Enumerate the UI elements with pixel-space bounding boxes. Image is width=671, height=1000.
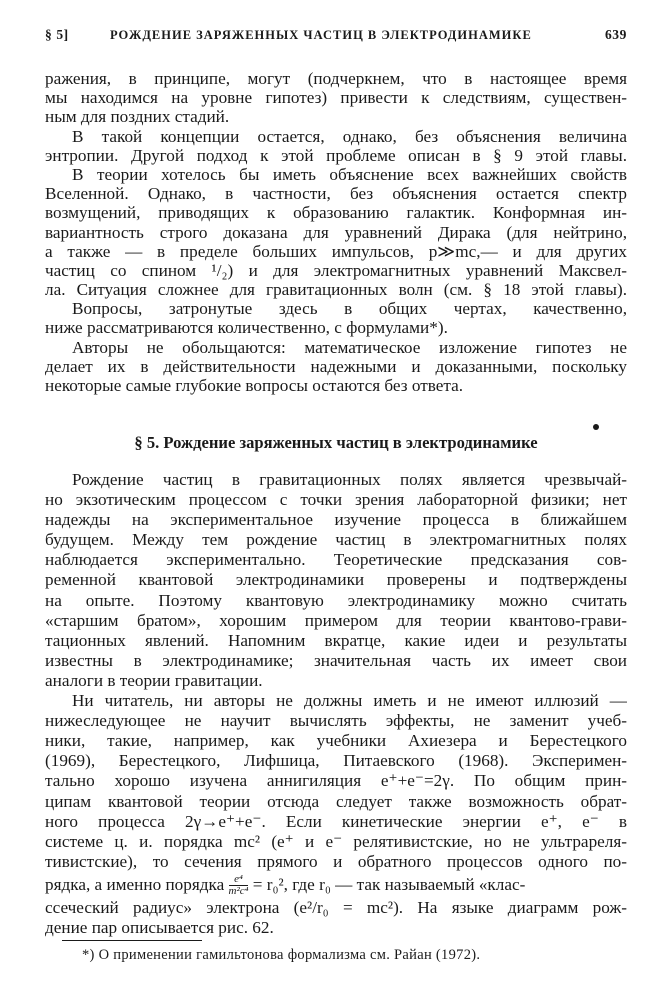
header-section-ref: § 5]	[45, 27, 69, 42]
text-line: делает их в действительности надежными и доказанными, поскольку	[45, 356, 627, 376]
text-line: известны в электродинамике; значительная часть их имеет свои	[45, 650, 627, 670]
text-line: ла. Ситуация сложнее для гравитационных волн (см. § 18 этой главы).	[45, 280, 627, 300]
text-line: частиц со спином ¹/₂) и для электромагнитных уравнений Максвел-	[45, 260, 627, 280]
text-line: дение пар описывается рис. 62.	[45, 917, 274, 937]
text-line: В такой концепции остается, однако, без объяснения величина	[72, 126, 627, 146]
text-line: тационных явлений. Напомним вкратце, какие идеи и результаты	[45, 630, 627, 650]
footnote: *) О применении гамильтонова формализма см. Райан (1972).	[82, 947, 481, 963]
formula-text-after: = r₀², где r₀ — так называемый «клас-	[252, 874, 526, 894]
page-mark-dot	[593, 424, 599, 430]
fraction	[229, 874, 249, 897]
footnote-rule	[62, 940, 202, 941]
text-line: будущем. Между тем рождение частиц в электромагнитных полях	[45, 530, 627, 550]
text-line: но экзотическим процессом с точки зрения лабораторной физики; нет	[45, 490, 627, 510]
text-line: энтропии. Другой подход к этой проблеме описан в § 9 этой главы.	[45, 145, 627, 165]
text-line: а также — в пределе больших импульсов, p≫mc,— и для других	[45, 241, 627, 261]
text-line: Вопросы, затронутые здесь в общих чертах, качественно,	[72, 299, 627, 319]
text-line: тально хорошо изучена аннигиляция e⁺+e⁻=2γ. По общим прин-	[45, 771, 627, 791]
text-line: нижеследующее не научит вычислять эффекты, не заменит учеб-	[45, 711, 627, 731]
text-line: Ни читатель, ни авторы не должны иметь и не имеют иллюзий —	[72, 691, 627, 711]
text-line: возмущений, приводящих к образованию галактик. Конформная ин-	[45, 203, 627, 223]
text-line: Авторы не обольщаются: математическое изложение гипотез не	[72, 337, 627, 357]
text-line: мы находимся на уровне гипотез) привести к следствиям, существен-	[45, 88, 627, 108]
text-line: В теории хотелось бы иметь объяснение всех важнейших свойств	[72, 164, 627, 184]
text-line: на опыте. Поэтому квантовую электродинамику можно считать	[45, 590, 627, 610]
text-line: вариантность строго доказана для уравнений Дирака (для нейтрино,	[45, 222, 627, 242]
text-line: некоторые самые глубокие вопросы остаются без ответа.	[45, 376, 464, 395]
section-heading: § 5. Рождение заряженных частиц в электродинамике	[134, 433, 538, 452]
text-line: (1969), Берестецкого, Лифшица, Питаевского (1968). Эксперимен-	[45, 751, 627, 771]
section-text-block	[45, 470, 627, 938]
text-line: аналоги в теории гравитации.	[45, 670, 263, 690]
text-line: тивистские), то сечения прямого и обратного процессов одного по-	[45, 851, 627, 871]
text-line: наблюдается экспериментально. Теоретические предсказания сов-	[45, 550, 627, 570]
text-line: ременной квантовой электродинамики проверены и подтверждены	[45, 570, 627, 590]
text-line: надежды на экспериментальное изучение процесса в ближайшем	[45, 510, 627, 530]
formula-line	[45, 872, 627, 898]
top-text-block	[45, 69, 627, 395]
text-line: ники, такие, например, как учебники Ахиезера и Берестецкого	[45, 731, 627, 751]
text-line: Рождение частиц в гравитационных полях является чрезвычай-	[72, 470, 627, 489]
fraction-numerator: e⁴	[229, 874, 249, 886]
text-line: ссеческий радиус» электрона (e²/r₀ = mc²). На языке диаграмм рож-	[45, 897, 627, 917]
text-line: ным для поздних стадий.	[45, 107, 230, 127]
text-line: ципам квантовой теории отсюда следует также возможность обрат-	[45, 791, 627, 811]
fraction-denominator: m²c⁴	[228, 885, 249, 898]
header-title: РОЖДЕНИЕ ЗАРЯЖЕННЫХ ЧАСТИЦ В ЭЛЕКТРОДИНАМИКЕ	[110, 28, 532, 42]
text-line: Вселенной. Однако, в частности, без объяснения остается спектр	[45, 184, 627, 204]
page-number: 639	[604, 27, 627, 42]
text-line: ражения, в принципе, могут (подчеркнем, что в настоящее время	[45, 69, 627, 88]
text-line: ниже рассматриваются количественно, с формулами*).	[45, 318, 448, 338]
text-line: системе ц. и. порядка mc² (e⁺ и e⁻ релятивистские, но не ультрареля-	[45, 831, 627, 851]
formula-text-before: рядка, а именно порядка	[45, 874, 225, 894]
text-line: ного процесса 2γ→e⁺+e⁻. Если кинетические энергии e⁺, e⁻ в	[45, 811, 627, 831]
text-line: «старшим братом», хорошим примером для теории квантово-грави-	[45, 610, 627, 630]
